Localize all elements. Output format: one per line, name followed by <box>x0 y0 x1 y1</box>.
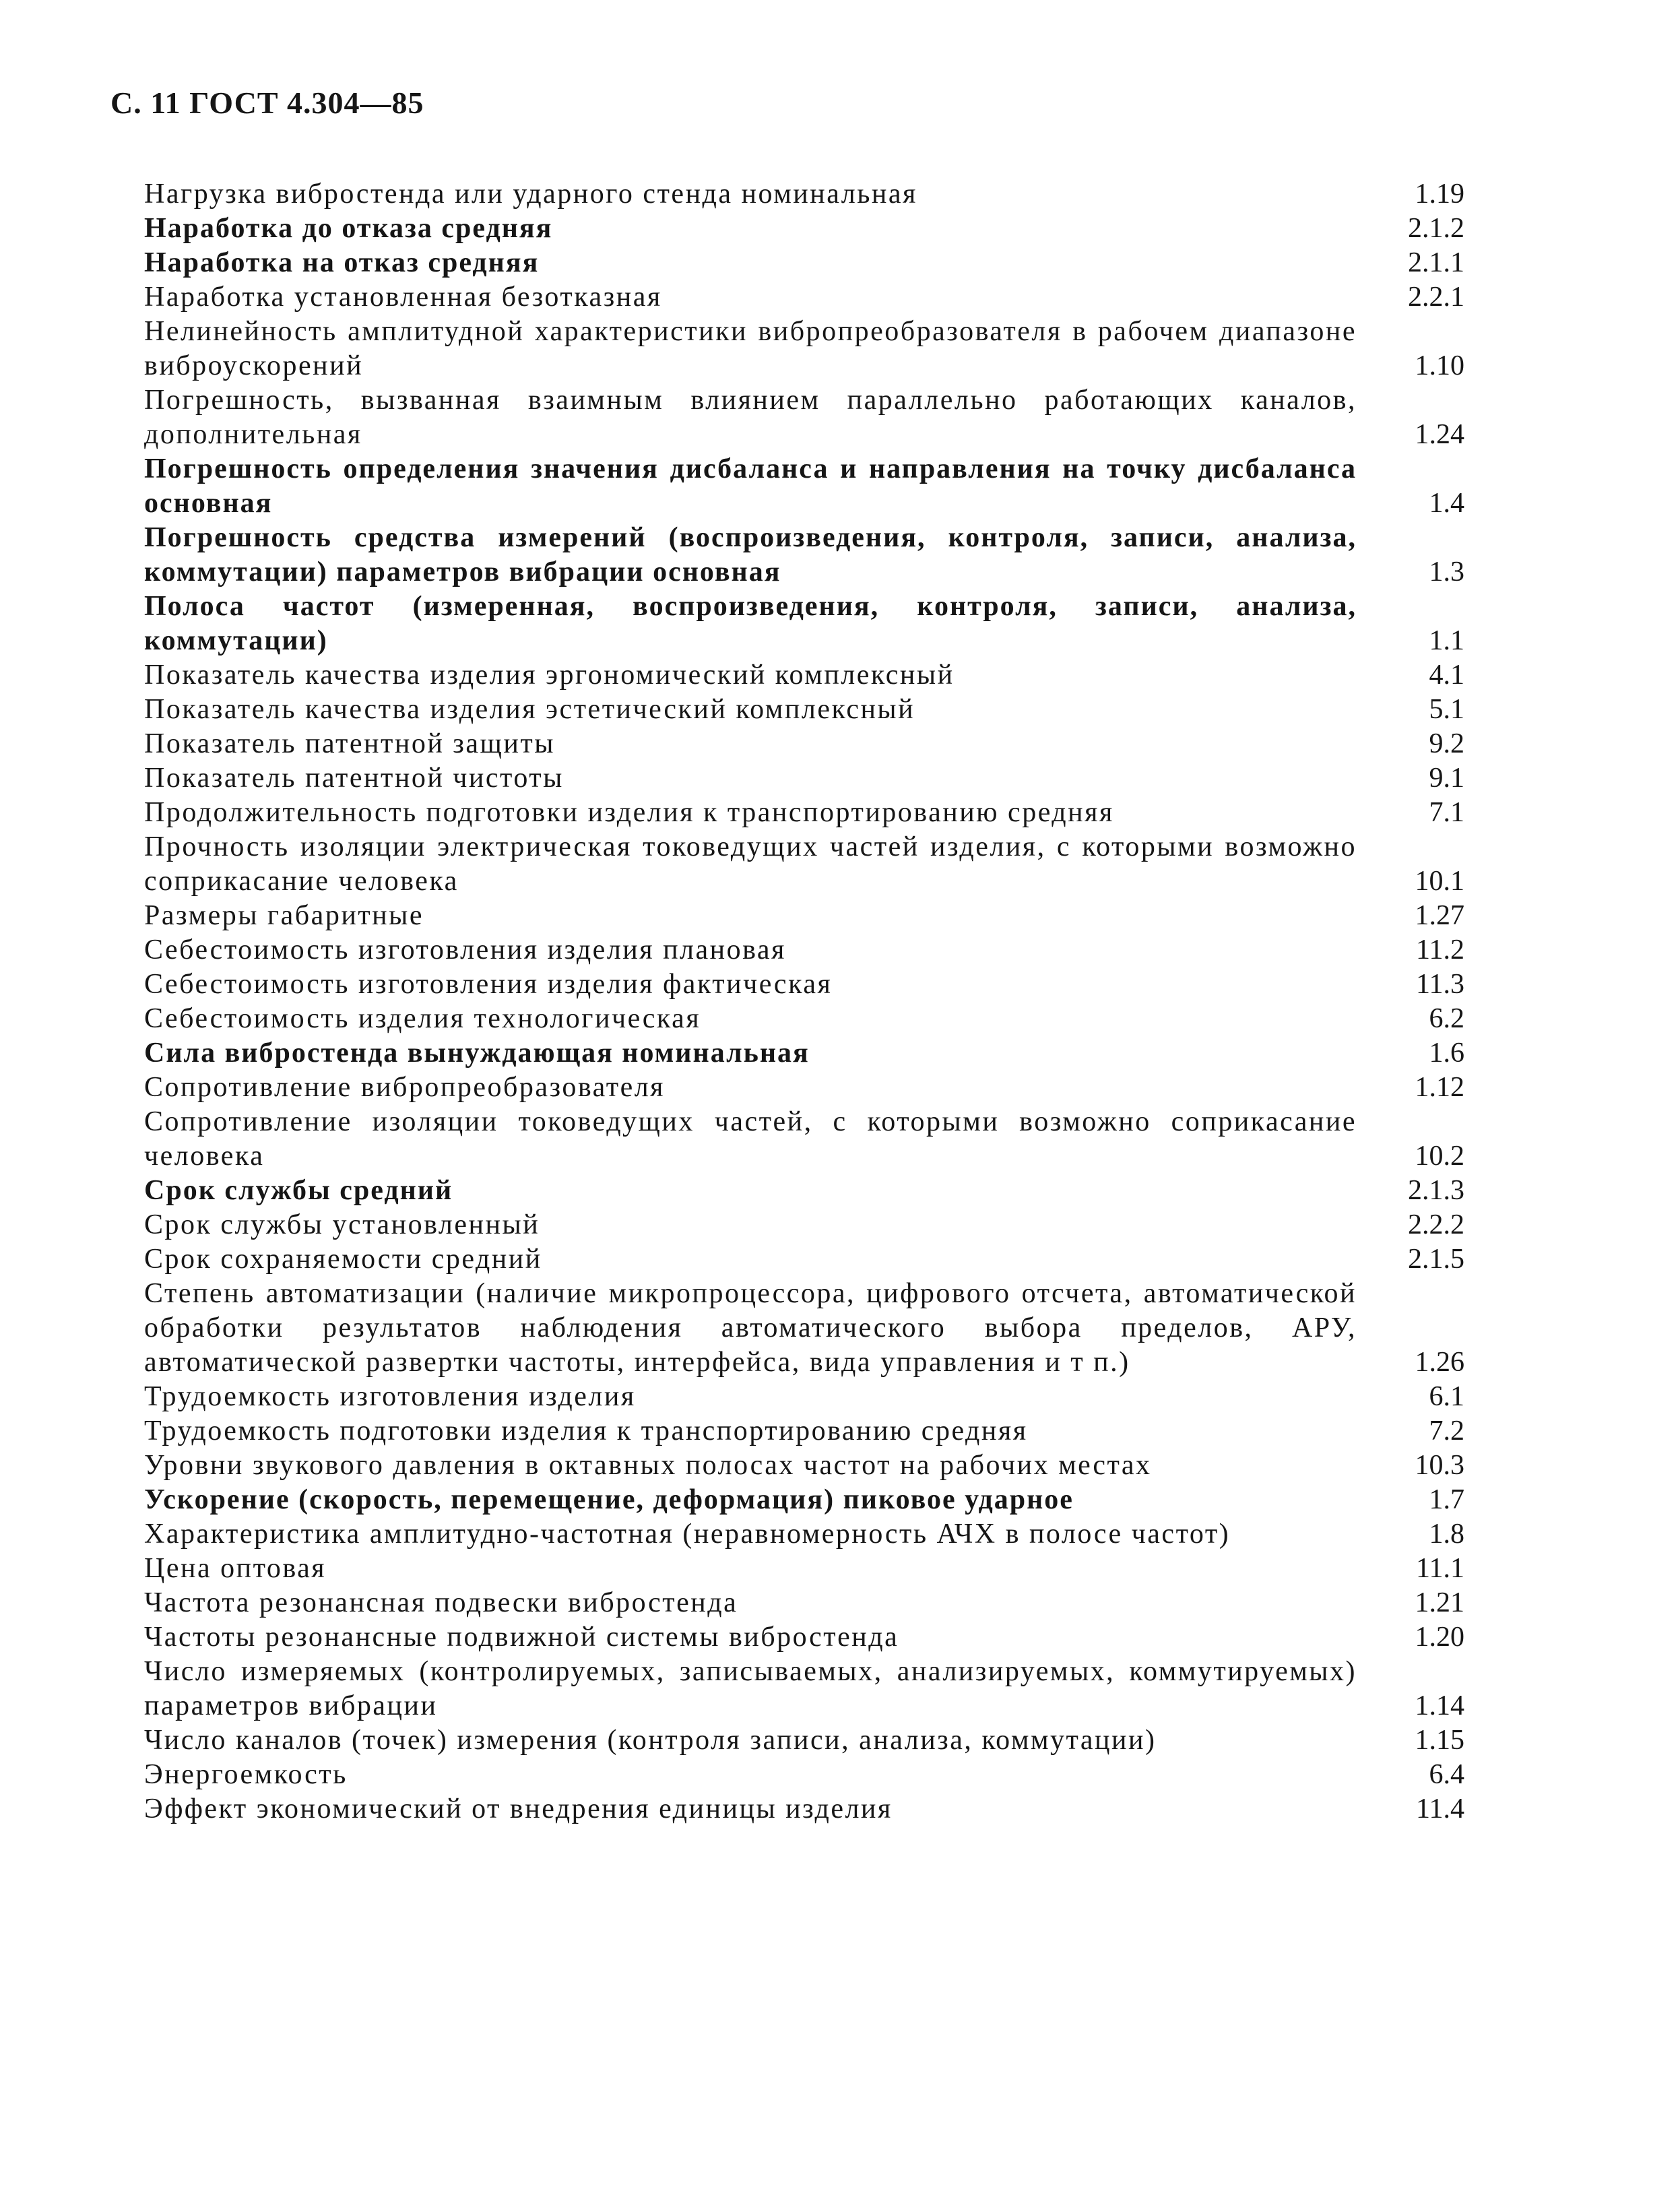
index-entry <box>144 1208 1464 1242</box>
index-entry <box>144 899 1464 933</box>
index-term: Число измеряемых (контролируемых, записываемых, анализируемых, коммутируемых) параметров вибрации <box>144 1656 1357 1721</box>
index-entry <box>144 1174 1464 1208</box>
index-ref: 1.12 <box>1415 1072 1464 1103</box>
index-term: Показатель качества изделия эргономический комплексный <box>144 660 955 691</box>
index-entry <box>144 1620 1464 1655</box>
index-ref: 2.2.2 <box>1408 1209 1464 1240</box>
index-term: Сила вибростенда вынуждающая номинальная <box>144 1038 810 1069</box>
index-entry <box>144 1517 1464 1552</box>
index-entry <box>144 933 1464 967</box>
index-ref: 2.1.2 <box>1408 213 1464 244</box>
index-term: Нелинейность амплитудной характеристики вибропреобразователя в рабочем диапазоне виброускорений <box>144 316 1357 381</box>
index-entry <box>144 1414 1464 1449</box>
index-entry <box>144 212 1464 246</box>
index-entry <box>144 967 1464 1002</box>
index-ref: 9.1 <box>1429 763 1464 794</box>
index-ref: 1.10 <box>1415 350 1464 381</box>
index-entry <box>144 521 1464 590</box>
index-ref: 4.1 <box>1429 660 1464 691</box>
index-entry <box>144 280 1464 315</box>
index-term: Наработка установленная безотказная <box>144 282 662 313</box>
index-term: Трудоемкость подготовки изделия к транспортированию средняя <box>144 1415 1028 1446</box>
index-term: Частота резонансная подвески вибростенда <box>144 1587 738 1618</box>
index-term: Срок службы установленный <box>144 1209 540 1240</box>
index-entry <box>144 693 1464 727</box>
index-ref: 11.3 <box>1416 969 1464 1000</box>
index-term: Погрешность средства измерений (воспроизведения, контроля, записи, анализа, коммутации) параметров вибрации основная <box>144 522 1357 587</box>
index-entry <box>144 1036 1464 1071</box>
index-term: Срок службы средний <box>144 1175 453 1206</box>
index-entry <box>144 1758 1464 1792</box>
index-entry <box>144 315 1464 383</box>
index-ref: 11.4 <box>1416 1793 1464 1824</box>
index-entry <box>144 383 1464 452</box>
index-ref: 1.14 <box>1415 1690 1464 1721</box>
index-term: Погрешность, вызванная взаимным влиянием параллельно работающих каналов, дополнительная <box>144 385 1357 450</box>
index-entry <box>144 830 1464 899</box>
index-ref: 1.4 <box>1429 488 1464 519</box>
index-ref: 7.2 <box>1429 1415 1464 1446</box>
index-term: Показатель качества изделия эстетический комплексный <box>144 694 915 725</box>
index-ref: 1.3 <box>1429 556 1464 587</box>
index-entry <box>144 1792 1464 1826</box>
index-entry <box>144 1277 1464 1380</box>
index-entry <box>144 727 1464 761</box>
index-ref: 1.20 <box>1415 1622 1464 1653</box>
index-ref: 2.1.1 <box>1408 247 1464 278</box>
index-term: Наработка до отказа средняя <box>144 213 553 244</box>
index-term: Показатель патентной чистоты <box>144 763 564 794</box>
index-entry <box>144 1586 1464 1620</box>
index-entry <box>144 1483 1464 1517</box>
index-ref: 1.26 <box>1415 1347 1464 1378</box>
index-ref: 1.8 <box>1429 1519 1464 1550</box>
index-list <box>144 177 1464 1826</box>
index-term: Характеристика амплитудно-частотная (неравномерность АЧХ в полосе частот) <box>144 1519 1231 1550</box>
index-ref: 10.2 <box>1415 1141 1464 1172</box>
index-ref: 6.2 <box>1429 1003 1464 1034</box>
index-entry <box>144 452 1464 521</box>
index-entry <box>144 1449 1464 1483</box>
index-entry <box>144 1552 1464 1586</box>
index-ref: 1.1 <box>1429 625 1464 656</box>
index-ref: 1.24 <box>1415 419 1464 450</box>
index-ref: 1.19 <box>1415 179 1464 210</box>
index-entry <box>144 761 1464 796</box>
index-term: Ускорение (скорость, перемещение, деформация) пиковое ударное <box>144 1484 1074 1515</box>
index-term: Уровни звукового давления в октавных полосах частот на рабочих местах <box>144 1450 1152 1481</box>
index-ref: 11.2 <box>1416 934 1464 965</box>
index-term: Показатель патентной защиты <box>144 728 555 759</box>
index-entry <box>144 1723 1464 1758</box>
index-term: Полоса частот (измеренная, воспроизведения, контроля, записи, анализа, коммутации) <box>144 591 1357 656</box>
index-entry <box>144 1655 1464 1723</box>
index-ref: 2.1.5 <box>1408 1244 1464 1275</box>
index-ref: 2.2.1 <box>1408 282 1464 313</box>
index-ref: 1.7 <box>1429 1484 1464 1515</box>
index-term: Число каналов (точек) измерения (контроля записи, анализа, коммутации) <box>144 1725 1157 1756</box>
index-term: Наработка на отказ средняя <box>144 247 540 278</box>
index-term: Эффект экономический от внедрения единицы изделия <box>144 1793 893 1824</box>
index-entry <box>144 1105 1464 1174</box>
index-ref: 10.1 <box>1415 866 1464 897</box>
index-term: Степень автоматизации (наличие микропроцессора, цифрового отсчета, автоматической обработки результатов наблюдения автоматического выбора пределов, АРУ, автоматической развертки частоты, интерфейса, вида управления и т п.) <box>144 1278 1357 1378</box>
index-term: Размеры габаритные <box>144 900 424 931</box>
index-ref: 9.2 <box>1429 728 1464 759</box>
index-term: Прочность изоляции электрическая токоведущих частей изделия, с которыми возможно соприкасание человека <box>144 831 1357 897</box>
index-entry <box>144 1242 1464 1277</box>
index-term: Трудоемкость изготовления изделия <box>144 1381 636 1412</box>
index-term: Сопротивление вибропреобразователя <box>144 1072 665 1103</box>
index-ref: 6.4 <box>1429 1759 1464 1790</box>
index-term: Продолжительность подготовки изделия к транспортированию средняя <box>144 797 1114 828</box>
index-ref: 1.15 <box>1415 1725 1464 1756</box>
index-term: Частоты резонансные подвижной системы вибростенда <box>144 1622 899 1653</box>
index-ref: 1.27 <box>1415 900 1464 931</box>
index-term: Энергоемкость <box>144 1759 348 1790</box>
index-term: Себестоимость изделия технологическая <box>144 1003 701 1034</box>
index-term: Сопротивление изоляции токоведущих частей, с которыми возможно соприкасание человека <box>144 1106 1357 1172</box>
index-ref: 10.3 <box>1415 1450 1464 1481</box>
index-entry <box>144 1002 1464 1036</box>
index-term: Нагрузка вибростенда или ударного стенда номинальная <box>144 179 917 210</box>
index-term: Цена оптовая <box>144 1553 327 1584</box>
index-term: Срок сохраняемости средний <box>144 1244 542 1275</box>
index-term: Погрешность определения значения дисбаланса и направления на точку дисбаланса основная <box>144 453 1357 519</box>
index-term: Себестоимость изготовления изделия фактическая <box>144 969 833 1000</box>
index-entry <box>144 1380 1464 1414</box>
index-entry <box>144 590 1464 658</box>
index-entry <box>144 177 1464 212</box>
index-ref: 1.21 <box>1415 1587 1464 1618</box>
index-ref: 6.1 <box>1429 1381 1464 1412</box>
index-entry <box>144 246 1464 280</box>
index-entry <box>144 796 1464 830</box>
index-ref: 5.1 <box>1429 694 1464 725</box>
page-header: С. 11 ГОСТ 4.304—85 <box>110 86 424 120</box>
index-ref: 7.1 <box>1429 797 1464 828</box>
index-term: Себестоимость изготовления изделия плановая <box>144 934 786 965</box>
index-entry <box>144 1071 1464 1105</box>
index-entry <box>144 658 1464 693</box>
index-ref: 1.6 <box>1429 1038 1464 1069</box>
index-ref: 11.1 <box>1416 1553 1464 1584</box>
index-ref: 2.1.3 <box>1408 1175 1464 1206</box>
